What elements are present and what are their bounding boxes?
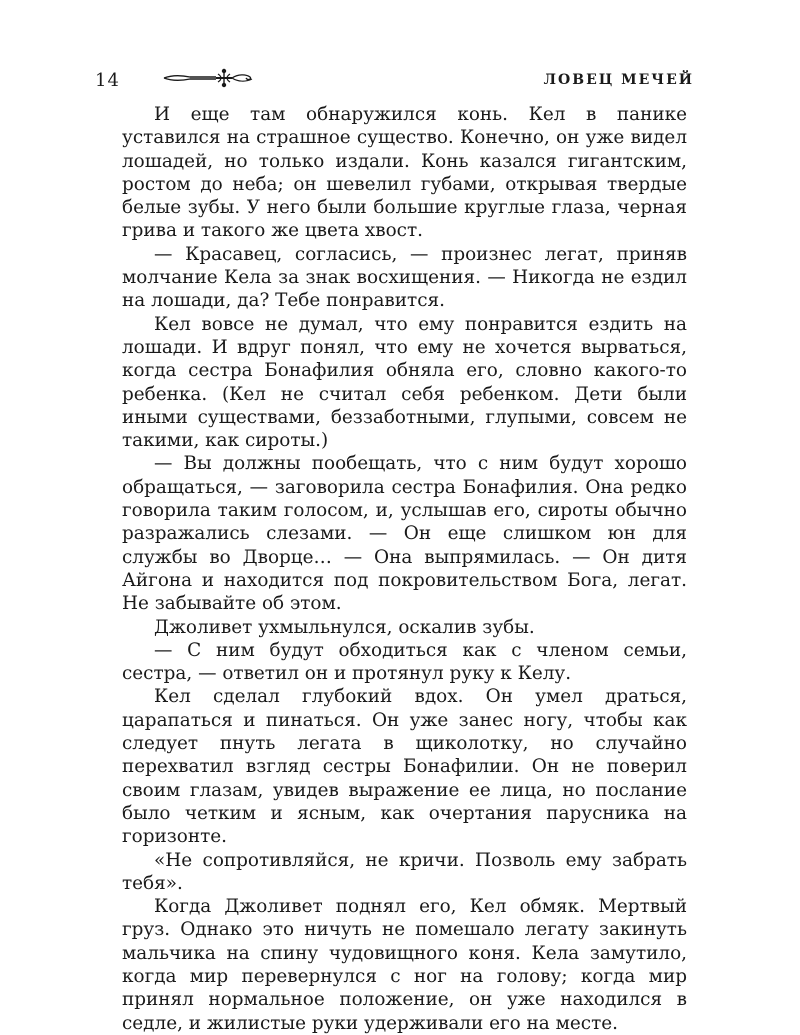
paragraph: Когда Джоливет поднял его, Кел обмяк. Мертвый груз. Однако это ничуть не помешало легату закинуть мальчика на спину чудовищного коня. Кела замутило, когда мир перевернулся с ног на голову; когда мир принял нормальное положение, он уже находился в седле, и жилистые руки удерживали его на месте. <box>122 896 687 1034</box>
paragraph: И еще там обнаружился конь. Кел в панике уставился на страшное существо. Конечно, он уже видел лошадей, но только издали. Конь казался гигантским, ростом до неба; он шевелил губами, открывая твердые белые зубы. У него были большие круглые глаза, черная грива и такого же цвета хвост. <box>122 104 687 242</box>
decorative-flourish-icon <box>162 66 257 90</box>
paragraph: — Вы должны пообещать, что с ним будут хорошо обращаться, — заговорила сестра Бонафилия. Она редко говорила таким голосом, и, услышав его, сироты обычно разражались слезами. — Он еще слишком юн для службы во Дворце… — Она выпрямилась. — Он дитя Айгона и находится под покровительством Бога, легат. Не забывайте об этом. <box>122 453 687 615</box>
paragraph: — Красавец, согласись, — произнес легат, приняв молчание Кела за знак восхищения. — Никогда не ездил на лошади, да? Тебе понравится. <box>122 243 687 312</box>
page-number: 14 <box>95 70 120 91</box>
paragraph: «Не сопротивляйся, не кричи. Позволь ему забрать тебя». <box>122 849 687 894</box>
paragraph: Джоливет ухмыльнулся, оскалив зубы. <box>154 616 535 638</box>
running-title: ЛОВЕЦ МЕЧЕЙ <box>543 72 694 88</box>
paragraph: Кел вовсе не думал, что ему понравится ездить на лошади. И вдруг понял, что ему не хочется вырваться, когда сестра Бонафилия обняла его, словно какого-то ребенка. (Кел не считал себя ребенком. Дети были иными существами, беззаботными, глупыми, совсем не такими, как сироты.) <box>122 313 687 452</box>
paragraph: — С ним будут обходиться как с членом семьи, сестра, — ответил он и протянул руку к Келу. <box>122 639 687 685</box>
body-text <box>122 103 687 1035</box>
paragraph: Кел сделал глубокий вдох. Он умел драться, царапаться и пинаться. Он уже занес ногу, чтобы как следует пнуть легата в щиколотку, но случайно перехватил взгляд сестры Бонафилии. Он не поверил своим глазам, увидев выражение ее лица, но послание было четким и ясным, как очертания парусника на горизонте. <box>122 686 687 848</box>
